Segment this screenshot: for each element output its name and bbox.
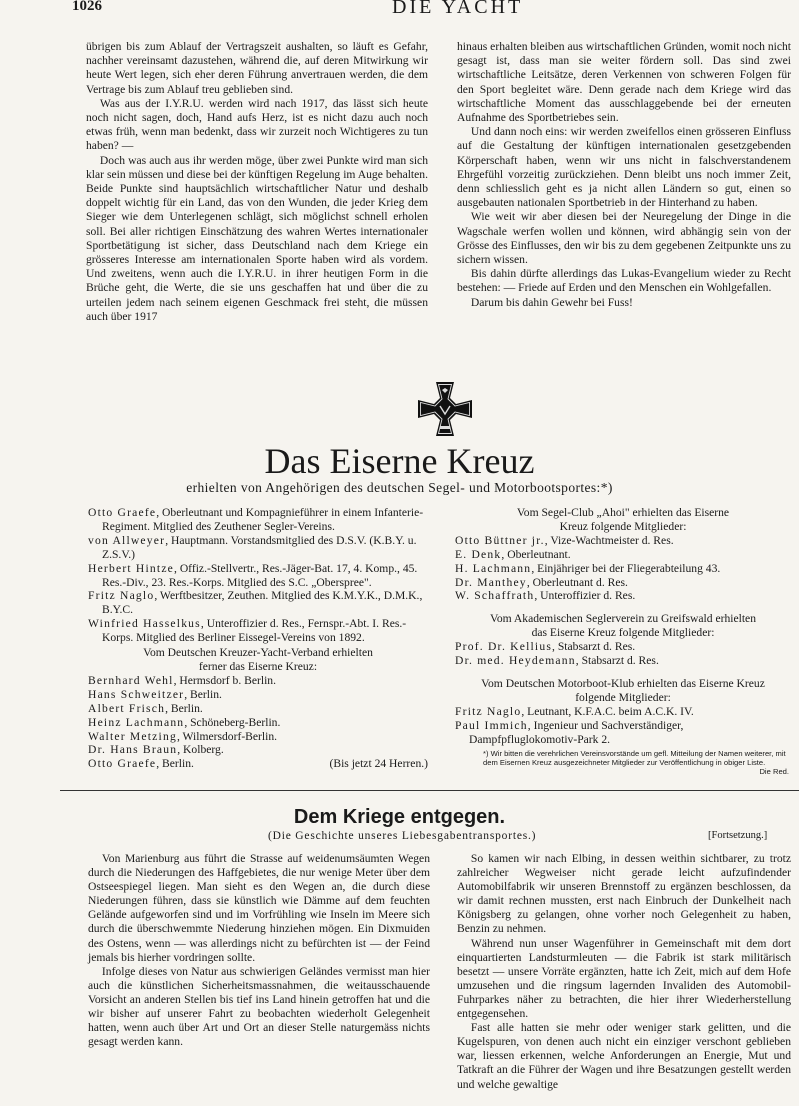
paragraph: übrigen bis zum Ablauf der Vertragszeit aushalten, so läuft es Gefahr, nachher vereinsamt dazustehen, während die, auf deren Mitwirkung wir heute Wert legen, sich eher deren Führung anvertrauen werden, die dem Vertrage bis zum Ablauf treu geblieben sind. <box>86 40 428 96</box>
continuation-note: [Fortsetzung.] <box>708 830 768 841</box>
paragraph: hinaus erhalten bleiben aus wirtschaftlichen Gründen, womit noch nicht gesagt ist, dass man sie weiter fördern soll. Das sind zwei wirtschaftliche Leitsätze, deren Verkennen von schweren Folgen für den Sport begleitet wäre. Denn gerade nach dem Kriege wird das wirtschaftliche Moment das ausschlaggebende bei der erneuten Aufnahme des Sportbetriebes sein. <box>457 40 791 125</box>
paragraph: So kamen wir nach Elbing, in dessen weithin sichtbarer, zu trotz zahlreicher Wegweiser nicht gerade leicht aufzufindender Automobilfabrik wir unseren Brennstoff zu ergänzen beschlossen, da wir damit rechnen mussten, erst nach Einbruch der Dunkelheit nach Königsberg zu gelangen, ohne vorher noch Gelegenheit zu haben, Benzin zu nehmen. <box>457 852 791 936</box>
paragraph: Fast alle hatten sie mehr oder weniger stark gelitten, und die Kugelspuren, von denen auch nicht ein einziger verschont geblieben war, liessen erkennen, welche Anforderungen an Energie, Mut und Tatkraft an die Führer der Wagen und ihre Besatzungen gestellt werden und welche gewaltige <box>457 1021 791 1091</box>
award-entry: W. Schaffrath, Unteroffizier d. Res. <box>455 589 636 603</box>
award-entry: Paul Immich, Ingenieur und Sachverständiger, Dampfpfluglokomotiv-Park 2. <box>455 718 684 746</box>
total-note: (Bis jetzt 24 Herren.) <box>329 757 428 771</box>
footnote-signature: Die Red. <box>759 767 789 776</box>
section-title-eiserne-kreuz: Das Eiserne Kreuz <box>264 441 535 481</box>
award-entry: Heinz Lachmann, Schöneberg-Berlin. <box>88 715 281 729</box>
paragraph: Doch was auch aus ihr werden möge, über zwei Punkte wird man sich klar sein müssen und diese bei der künftigen Regelung im Auge behalten. Beide Punkte sind hauptsächlich wirtschaftlicher Natur und deshalb doppelt wichtig für ein Land, das von den Wunden, die jeder Krieg dem Sieger wie dem Unterlegenen schlägt, sich möglichst schnell erholen soll. Bei aller richtigen Einschätzung des wahren Wertes internationaler Sportbetätigung ist sicher, dass Deutschland nach dem Kriege ein grösseres Interesse am internationalen Sporte haben wird als vordem. Und zweitens, wenn auch die I.Y.R.U. in ihrer heutigen Form in die Brüche geht, die Werte, die sie uns geschaffen hat und über die zu urteilen jedem nach seinem eigenen Geschmack frei steht, die müssen auch über 1917 <box>86 153 428 323</box>
club-heading-motorboot: Vom Deutschen Motorboot-Klub erhielten das Eiserne Kreuz folgende Mitglieder: <box>481 676 765 704</box>
award-list-right <box>455 506 791 747</box>
award-entry: Walter Metzing, Wilmersdorf-Berlin. <box>88 729 278 743</box>
club-heading-kreuzer: Vom Deutschen Kreuzer-Yacht-Verband erhielten ferner das Eiserne Kreuz: <box>143 646 373 673</box>
paragraph: Und dann noch eins: wir werden zweifellos einen grösseren Einfluss auf die Gestaltung der künftigen internationalen gesetzgebenden Körperschaft haben, wenn wir uns nicht in falschverstandenem Ehrgefühl vorzeitig zurückziehen. Denn bleibt uns noch immer Zeit, denn schliesslich geht es ja nicht allen Ländern so gut, einen so ausgebauten nationalen Sportbetrieb in der Hinterhand zu haben. <box>457 125 791 210</box>
award-entry: Winfried Hasselkus, Unteroffizier d. Res., Fernspr.-Abt. I. Res.-Korps. Mitglied des Berliner Eissegel-Vereins von 1892. <box>88 617 407 645</box>
award-entry: Herbert Hintze, Offiz.-Stellvertr., Res.-Jäger-Bat. 17, 4. Komp., 45. Res.-Div., 23. Res.-Korps. Mitglied des S.C. „Oberspree". <box>88 561 418 589</box>
section-subtitle: erhielten von Angehörigen des deutschen Segel- und Motorbootsportes:*) <box>186 480 613 495</box>
award-entry: Otto Graefe, Oberleutnant und Kompagnieführer in einem Infanterie-Regiment. Mitglied des Zeuthener Segler-Vereins. <box>88 506 424 533</box>
paragraph: Während nun unser Wagenführer in Gemeinschaft mit dem dort einquartierten Landsturmleuten — die Fabrik ist stark militärisch besetzt — unsere Vorräte ergänzten, hatte ich Zeit, mich auf dem Hofe umzusehen und die ringsum lagernden Invaliden des Automobil-Fuhrparkes näher zu betrachten, die hier ihrer Wiederherstellung entgegensehen. <box>457 936 791 1021</box>
section-subtitle-kriege: (Die Geschichte unseres Liebesgabentransportes.) <box>268 830 537 842</box>
paragraph: Von Marienburg aus führt die Strasse auf weidenumsäumten Wegen durch die Niederungen des Haffgebietes, die nur wenige Meter über dem Ostseespiegel liegen. Man sieht es den Wegen an, die durch diese Niederungen führen, dass sie künstlich wie Dämme auf dem feuchten Gelände aufgeworfen sind und im Vorfrühling wie Inseln im Meere sich durch die überschwemmte Niederung hinziehen mögen. Ein Dixmuiden des Ostens, wenn — was allerdings nicht zu befürchten ist — der Feind jemals bis hierher vordringen sollte. <box>88 852 430 964</box>
section-title-kriege: Dem Kriege entgegen. <box>293 806 506 828</box>
section-divider <box>60 790 799 791</box>
award-list-left <box>88 506 428 771</box>
iron-cross-icon <box>414 378 476 440</box>
award-entry: Dr. med. Heydemann, Stabsarzt d. Res. <box>455 654 659 668</box>
award-entry: Fritz Naglo, Werftbesitzer, Zeuthen. Mitglied des K.M.Y.K., D.M.K., B.Y.C. <box>88 589 423 617</box>
award-entry: Fritz Naglo, Leutnant, K.F.A.C. beim A.C.K. IV. <box>455 704 694 718</box>
paragraph: Was aus der I.Y.R.U. werden wird nach 1917, das lässt sich heute noch nicht sagen, doch, Hand aufs Herz, ist es nicht dazu auch noch etwas früh, wenn man bedenkt, dass wir zurzeit noch Wichtigeres zu tun haben? — <box>86 96 428 153</box>
footnote <box>483 749 789 776</box>
award-entry: von Allweyer, Hauptmann. Vorstandsmitglied des D.S.V. (K.B.Y. u. Z.S.V.) <box>88 533 417 561</box>
article-column-bottom-left <box>88 852 430 1049</box>
award-entry: E. Denk, Oberleutnant. <box>455 547 571 561</box>
paragraph: Bis dahin dürfte allerdings das Lukas-Evangelium wieder zu Recht bestehen: — Friede auf Erden und den Menschen ein Wohlgefallen. <box>457 267 791 295</box>
club-heading-ahoi: Vom Segel-Club „Ahoi" erhielten das Eiserne Kreuz folgende Mitglieder: <box>516 506 730 533</box>
award-entry: Bernhard Wehl, Hermsdorf b. Berlin. <box>88 673 277 687</box>
award-entry: Dr. Hans Braun, Kolberg. <box>88 743 224 757</box>
award-entry-last: Otto Graefe, Berlin. (Bis jetzt 24 Herren.) <box>88 757 428 771</box>
article-column-top-left <box>86 40 428 324</box>
page-number: 1026 <box>72 0 102 14</box>
award-entry: Albert Frisch, Berlin. <box>88 701 203 715</box>
award-entry: Dr. Manthey, Oberleutnant d. Res. <box>455 575 628 589</box>
paragraph: Infolge dieses von Natur aus schwierigen Geländes vermisst man hier auch die künstlichen Sicherheitsmassnahmen, die weitausschauende Vorsicht an anderen Stellen bis tief ins Land hinein getroffen hat und die wir bisher auf unserer Fahrt zu beobachten wiederholt Gelegenheit hatten, wenn auch über Art und Ort an dieser Stelle naturgemäss nichts gesagt werden kann. <box>88 964 430 1049</box>
footnote-text: *) Wir bitten die verehrlichen Vereinsvorstände um gefl. Mitteilung der Namen weiterer, mit dem Eisernen Kreuz ausgezeichneter Mitglieder zur Veröffentlichung in obiger Liste. <box>483 749 786 767</box>
award-entry: Otto Büttner jr., Vize-Wachtmeister d. Res. <box>455 533 674 547</box>
running-title: DIE YACHT <box>392 0 524 18</box>
article-column-bottom-right <box>457 852 791 1092</box>
award-entry: Prof. Dr. Kellius, Stabsarzt d. Res. <box>455 640 636 654</box>
paragraph: Darum bis dahin Gewehr bei Fuss! <box>470 295 633 309</box>
award-entry: H. Lachmann, Einjähriger bei der Fliegerabteilung 43. <box>455 561 721 575</box>
page-header <box>62 0 769 18</box>
article-column-top-right <box>457 40 791 310</box>
paragraph: Wie weit wir aber diesen bei der Neuregelung der Dinge in die Wagschale werfen wollen und können, wird abhängig sein von der Grösse des Einflusses, den wir bis zu dem gegebenen Zeitpunkte uns zu sichern wissen. <box>457 210 791 267</box>
award-entry: Hans Schweitzer, Berlin. <box>88 687 222 701</box>
club-heading-greifswald: Vom Akademischen Seglerverein zu Greifswald erhielten das Eiserne Kreuz folgende Mitglieder: <box>489 612 757 640</box>
